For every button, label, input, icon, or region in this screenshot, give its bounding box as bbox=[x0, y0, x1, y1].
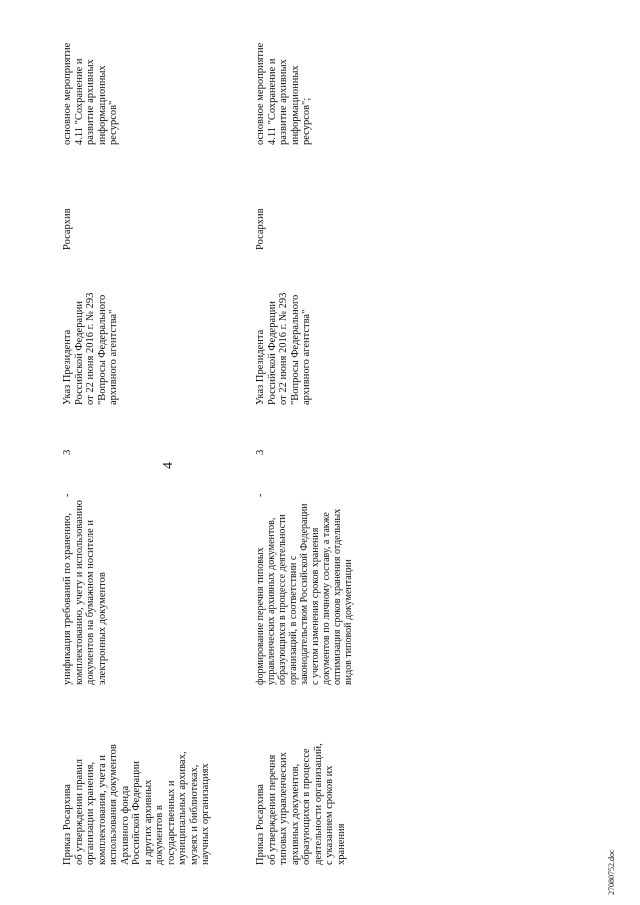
row2-number: 3 bbox=[255, 449, 266, 455]
row2-main-event: основное мероприятие 4.11 "Сохранение и развитие архивных информационных ресурсов"; bbox=[255, 42, 312, 145]
row1-number: 3 bbox=[62, 449, 73, 455]
row1-legal-basis: Указ Президента Российской Федерации от 22 июня 2016 г. № 293 "Вопросы Федерального архивного агентства" bbox=[62, 292, 119, 405]
row2-document-title: Приказ Росархива об утверждении перечня типовых управленческих архивных документов, образующихся в процессе деятельности организаций, с указанием сроков их хранения bbox=[255, 743, 347, 865]
row1-dash: - bbox=[62, 493, 73, 497]
row2-executor: Росархив bbox=[255, 208, 266, 250]
row2-dash: - bbox=[255, 493, 266, 497]
row1-executor: Росархив bbox=[62, 208, 73, 250]
row1-purpose: унификация требований по хранению, комплектованию, учету и использованию документов на бумажном носителе и электронных документов bbox=[62, 500, 108, 685]
row2-legal-basis: Указ Президента Российской Федерации от 22 июня 2016 г. № 293 "Вопросы Федерального архивного агентства" bbox=[255, 292, 312, 405]
row2-purpose: формирование перечня типовых управленческих архивных документов, образующихся в процессе деятельности организаций, в соответствии с законодательством Российской Федерации с учетом изменения сроков хранения документов по личному составу, а также оптимизация сроков хранения отдельных видов типовой документации bbox=[255, 503, 354, 685]
row1-document-title: Приказ Росархива об утверждении правил организации хранения, комплектования, учета и использования документов Архивного фонда Российской Федерации и других архивных документов в государственных и муниципальных архивах, музеях и библиотеках, научных организациях bbox=[62, 744, 211, 865]
row1-main-event: основное мероприятие 4.11 "Сохранение и развитие архивных информационных ресурсов" bbox=[62, 42, 119, 145]
page-number: 4 bbox=[161, 462, 176, 469]
document-id: 27080752.doc bbox=[607, 849, 616, 895]
